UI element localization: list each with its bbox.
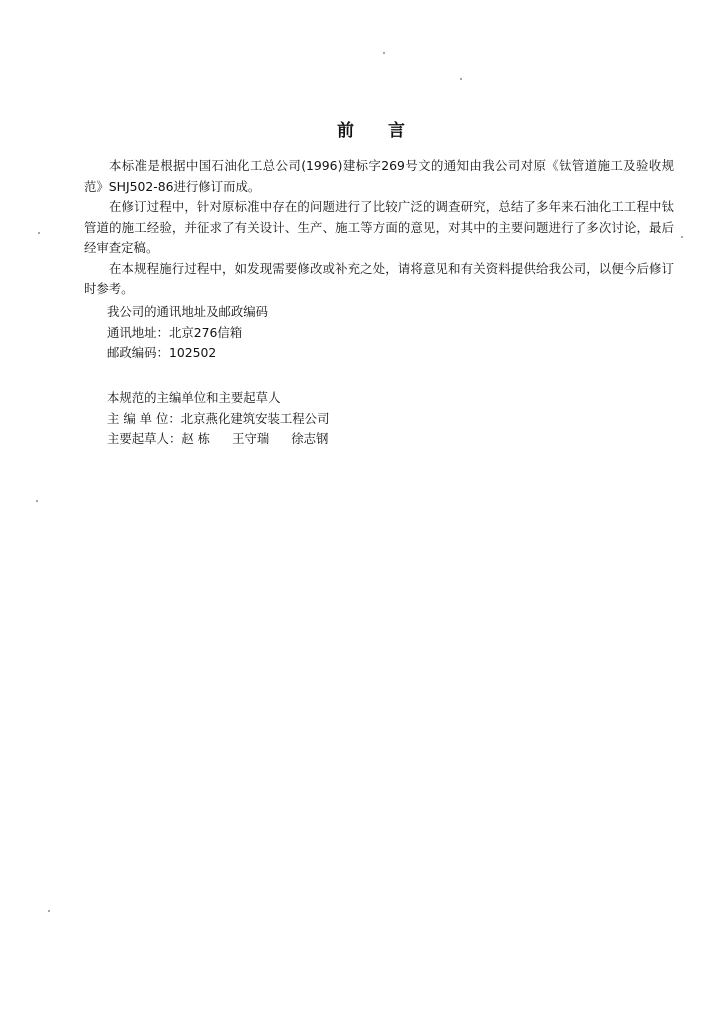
contact-heading: 我公司的通讯地址及邮政编码	[107, 304, 269, 319]
contact-address: 通讯地址：北京276信箱	[107, 324, 243, 340]
paragraph-1: 本标准是根据中国石油化工总公司(1996)建标字269号文的通知由我公司对原《钛管道施工及验收规范》SHJ502-86进行修订而成。	[84, 158, 674, 194]
paragraph-3: 在本规程施行过程中，如发现需要修改或补充之处，请将意见和有关资料提供给我公司，以便今后修订时参考。	[84, 260, 674, 296]
scan-speck	[383, 52, 385, 54]
drafter-name: 赵 栋	[181, 431, 211, 446]
drafter-name: 王守瑞	[232, 431, 270, 446]
drafters-heading: 本规范的主编单位和主要起草人	[107, 390, 281, 405]
foreword-body	[84, 156, 674, 300]
paragraph-2: 在修订过程中，针对原标准中存在的问题进行了比较广泛的调查研究，总结了多年来石油化工工程中钛管道的施工经验，并征求了有关设计、生产、施工等方面的意见，对其中的主要问题进行了多次讨论，最后经审查定稿。	[84, 199, 674, 255]
contact-postcode: 邮政编码：102502	[107, 345, 217, 360]
drafters-block	[107, 388, 329, 450]
scan-speck	[681, 236, 683, 238]
page-title	[0, 116, 724, 141]
editor-unit: 主 编 单 位：北京燕化建筑安装工程公司	[107, 410, 330, 426]
scan-speck	[460, 78, 462, 80]
contact-block	[107, 302, 268, 364]
title-char-1: 前	[337, 121, 354, 141]
drafters-label: 主要起草人：	[107, 431, 182, 446]
drafters-line	[107, 429, 329, 450]
drafter-name: 徐志钢	[291, 431, 329, 446]
scan-speck	[36, 500, 38, 502]
scan-speck	[38, 232, 40, 234]
scan-speck	[48, 910, 50, 912]
title-char-2: 言	[388, 121, 405, 141]
